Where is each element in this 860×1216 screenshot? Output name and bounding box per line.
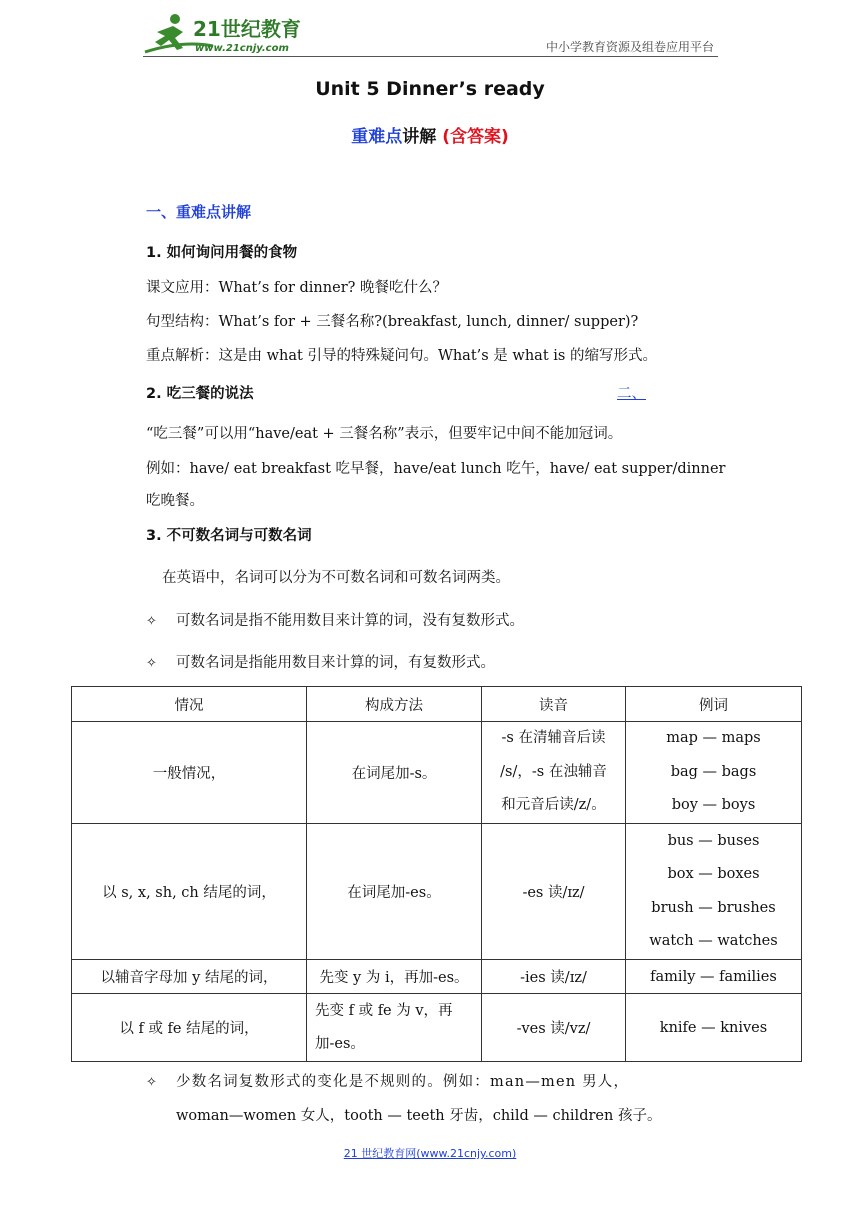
example-word: brush — brushes <box>651 899 776 916</box>
table-cell <box>307 994 482 1062</box>
header-divider <box>143 56 718 57</box>
page-title: Unit 5 Dinner’s ready <box>315 78 545 100</box>
point2-line: “吃三餐”可以用“have/eat + 三餐名称”表示，但要牢记中间不能加冠词。 <box>146 426 623 442</box>
table-row <box>72 960 802 994</box>
point1-heading: 1. 如何询问用餐的食物 <box>146 245 298 261</box>
table-cell <box>626 824 802 960</box>
irregular-line: woman—women 女人，tooth — teeth 牙齿，child — children 孩子。 <box>176 1108 662 1124</box>
point2-heading: 2. 吃三餐的说法 <box>146 386 254 402</box>
subtitle-part1: 重难点 <box>351 127 403 147</box>
table-cell: -ves 读/vz/ <box>482 994 626 1062</box>
bullet-item <box>146 651 495 672</box>
subtitle-part2: 讲解 <box>402 127 437 147</box>
bullet-icon: ✧ <box>146 614 157 629</box>
bullet-item <box>146 609 524 630</box>
table-cell: 以 f 或 fe 结尾的词， <box>72 994 307 1062</box>
table-row <box>72 722 802 824</box>
bullet-item <box>146 1070 629 1091</box>
point2-line: 吃晚餐。 <box>146 493 204 509</box>
table-cell: 在词尾加-es。 <box>307 824 482 960</box>
example-word: boy — boys <box>671 797 756 814</box>
subtitle-part3: (含答案) <box>442 127 509 147</box>
point2-line: 例如：have/ eat breakfast 吃早餐，have/eat lunch 吃午，have/ eat supper/dinner <box>146 461 726 477</box>
header-platform-text: 中小学教育资源及组卷应用平台 <box>545 40 714 54</box>
logo-url: www.21cnjy.com <box>195 43 289 54</box>
bullet-text: 少数名词复数形式的变化是不规则的。例如：man—men 男人， <box>176 1074 630 1090</box>
sound-line: -s 在清辅音后读 <box>501 730 606 747</box>
table-cell: 在词尾加-s。 <box>307 722 482 824</box>
table-cell <box>626 722 802 824</box>
sound-line: /s/，-s 在浊辅音 <box>500 763 607 780</box>
example-word: bus — buses <box>667 832 760 849</box>
table-cell <box>482 722 626 824</box>
table-row <box>72 824 802 960</box>
bullet-icon: ✧ <box>146 656 157 671</box>
method-line: 加-es。 <box>315 1035 365 1052</box>
table-cell: 先变 y 为 i，再加-es。 <box>307 960 482 994</box>
example-word: bag — bags <box>670 763 757 780</box>
bullet-text: 可数名词是指不能用数目来计算的词，没有复数形式。 <box>176 613 524 629</box>
table-header-cell: 例词 <box>626 687 802 722</box>
runner-logo-icon <box>143 10 313 56</box>
section-heading: 一、重难点讲解 <box>146 203 252 221</box>
point3-heading: 3. 不可数名词与可数名词 <box>146 528 312 544</box>
footer-link[interactable]: 21 世纪教育网(www.21cnjy.com) <box>343 1147 517 1160</box>
table-cell: knife — knives <box>626 994 802 1062</box>
example-word: watch — watches <box>649 933 778 949</box>
table-header-row <box>72 687 802 722</box>
example-word: box — boxes <box>667 866 760 882</box>
table-cell: -es 读/ɪz/ <box>482 824 626 960</box>
table-header-cell: 读音 <box>482 687 626 722</box>
page-subtitle <box>0 122 860 147</box>
point1-line: 重点解析：这是由 what 引导的特殊疑问句。What’s 是 what is 的缩写形式。 <box>146 348 657 364</box>
plural-rules-table <box>71 686 802 1062</box>
example-word: map — maps <box>666 730 761 747</box>
point1-line: 课文应用：What’s for dinner? 晚餐吃什么？ <box>146 280 448 296</box>
table-cell: family — families <box>626 960 802 994</box>
site-logo <box>143 10 313 56</box>
table-row <box>72 994 802 1062</box>
table-header-cell: 情况 <box>72 687 307 722</box>
point3-intro: 在英语中，名词可以分为不可数名词和可数名词两类。 <box>162 570 510 586</box>
table-cell: 一般情况， <box>72 722 307 824</box>
table-cell: -ies 读/ɪz/ <box>482 960 626 994</box>
logo-text: 21世纪教育 <box>193 17 301 41</box>
sound-line: 和元音后读/z/。 <box>501 797 606 814</box>
point1-line: 句型结构：What’s for + 三餐名称?(breakfast, lunch, dinner/ supper)? <box>146 314 639 330</box>
bullet-text: 可数名词是指能用数目来计算的词，有复数形式。 <box>176 655 495 671</box>
point2-side-marker: 二、 <box>617 386 646 402</box>
table-cell: 以 s, x, sh, ch 结尾的词， <box>72 824 307 960</box>
bullet-icon: ✧ <box>146 1075 157 1090</box>
method-line: 先变 f 或 fe 为 v，再 <box>315 1002 453 1019</box>
table-cell: 以辅音字母加 y 结尾的词， <box>72 960 307 994</box>
table-header-cell: 构成方法 <box>307 687 482 722</box>
